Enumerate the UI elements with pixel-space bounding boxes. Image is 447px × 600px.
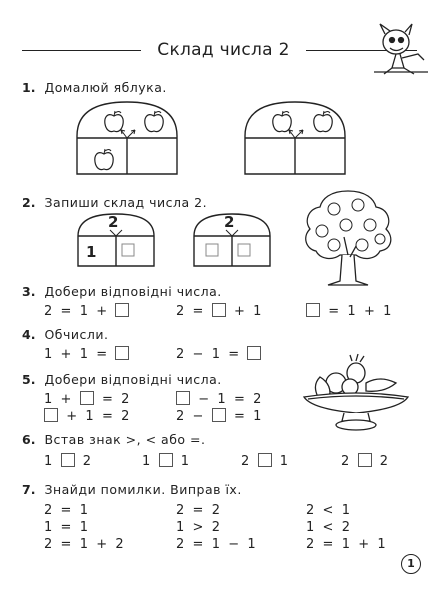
statement-7: 2 = 1 − 1 <box>176 537 256 552</box>
equation-3-3: = 1 + 1 <box>306 303 391 319</box>
apple-icon <box>93 148 115 172</box>
statement-7: 2 = 1 + 2 <box>44 537 124 552</box>
answer-box[interactable] <box>80 391 94 405</box>
equation-5-4: 2 − = 1 <box>176 409 262 424</box>
equation-5-1: 1 + = 2 <box>44 392 130 407</box>
answer-box[interactable] <box>176 391 190 405</box>
statement-7: 2 = 2 <box>176 503 220 518</box>
statement-7: 2 < 1 <box>306 503 350 518</box>
statement-7: 2 = 1 <box>44 503 88 518</box>
house-top-number: 2 <box>224 213 235 231</box>
compare-6-3: 2 1 <box>241 454 289 469</box>
cartoon-mascot-icon <box>372 22 430 78</box>
apple-icon <box>312 110 334 134</box>
apple-icon <box>143 110 165 134</box>
apple-icon <box>271 110 293 134</box>
answer-box[interactable] <box>115 303 129 317</box>
statement-7: 1 = 1 <box>44 520 88 535</box>
sign-box[interactable] <box>258 453 272 467</box>
answer-box[interactable] <box>44 408 58 422</box>
sign-box[interactable] <box>358 453 372 467</box>
answer-box[interactable] <box>212 408 226 422</box>
equation-4-2: 2 − 1 = <box>176 346 261 362</box>
task-1: 1. Домалюй яблука. <box>22 80 167 95</box>
task-3: 3. Добери відповідні числа. <box>22 284 222 299</box>
answer-box[interactable] <box>115 346 129 360</box>
statement-7: 2 = 1 + 1 <box>306 537 386 552</box>
sign-box[interactable] <box>61 453 75 467</box>
compare-6-2: 1 1 <box>142 454 190 469</box>
statement-7: 1 < 2 <box>306 520 350 535</box>
house-top-number: 2 <box>108 213 119 231</box>
answer-box[interactable] <box>212 303 226 317</box>
task-6: 6. Встав знак >, < або =. <box>22 432 206 447</box>
task-2: 2. Запиши склад числа 2. <box>22 195 208 210</box>
task-7: 7. Знайди помилки. Виправ їх. <box>22 482 242 497</box>
equation-3-1: 2 = 1 + <box>44 303 129 319</box>
equation-5-2: − 1 = 2 <box>176 391 261 407</box>
answer-box[interactable] <box>247 346 261 360</box>
compare-6-1: 1 2 <box>44 454 92 469</box>
equation-5-3: + 1 = 2 <box>44 408 129 424</box>
statement-7: 1 > 2 <box>176 520 220 535</box>
task-5: 5. Добери відповідні числа. <box>22 372 222 387</box>
task-4: 4. Обчисли. <box>22 327 109 342</box>
page-title: Склад числа 2 <box>0 40 447 60</box>
answer-box[interactable] <box>306 303 320 317</box>
equation-3-2: 2 = + 1 <box>176 304 262 319</box>
sign-box[interactable] <box>159 453 173 467</box>
apple-icon <box>103 110 125 134</box>
equation-4-1: 1 + 1 = <box>44 346 129 362</box>
house-left-number: 1 <box>86 243 97 261</box>
page-number: 1 <box>401 554 421 574</box>
fruit-bowl-icon <box>300 353 410 433</box>
tree-icon <box>300 187 396 287</box>
compare-6-4: 2 2 <box>341 454 389 469</box>
